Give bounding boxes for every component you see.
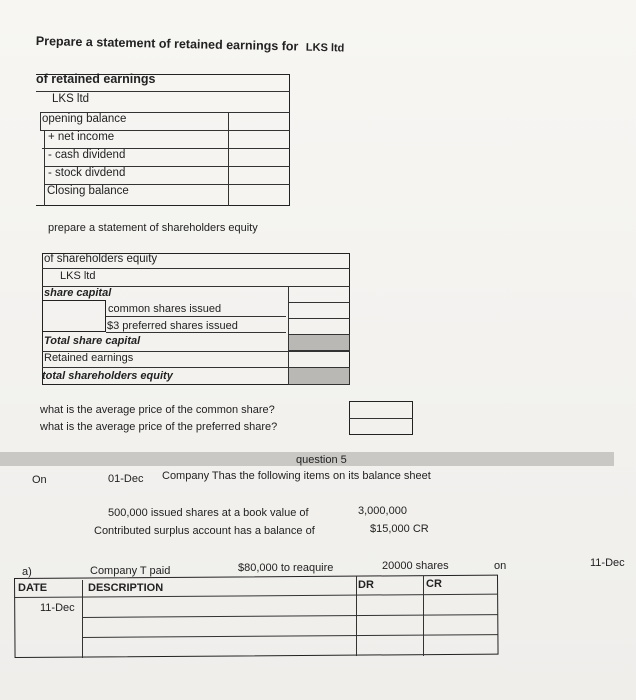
part-a-shares: 20000 shares — [382, 560, 449, 572]
total-shareholders-equity: total shareholders equity — [42, 370, 173, 382]
part-a-on: on — [494, 560, 507, 572]
row-closing-balance: Closing balance — [47, 185, 129, 197]
q5-statement: Company Thas the following items on its balance sheet — [162, 470, 431, 482]
row-opening-balance: opening balance — [42, 113, 127, 125]
share-capital-label: share capital — [44, 287, 112, 299]
total-share-capital: Total share capital — [44, 335, 141, 347]
equity-title: of shareholders equity — [44, 253, 158, 265]
part-a-date: 11-Dec — [590, 557, 625, 569]
heading-text: Prepare a statement of retained earnings for — [35, 34, 299, 54]
q5-line2-text: Contributed surplus account has a balance of — [94, 525, 315, 537]
journal-header-dr: DR — [358, 579, 374, 591]
journal-header-date: DATE — [18, 582, 48, 594]
retained-company: LKS ltd — [52, 93, 90, 105]
row-cash-dividend: - cash dividend — [48, 149, 126, 161]
part-a-amount: $80,000 to reaquire — [238, 562, 334, 574]
part-a-company-paid: Company T paid — [90, 565, 171, 577]
q5-line1-text: 500,000 issued shares at a book value of — [108, 507, 309, 519]
row-net-income: + net income — [48, 131, 115, 143]
question5-label: question 5 — [296, 454, 347, 466]
common-shares-issued: common shares issued — [108, 303, 222, 315]
retained-title: of retained earnings — [36, 72, 156, 86]
q5-on: On — [32, 474, 47, 486]
q5-line1-value: 3,000,000 — [358, 505, 407, 517]
page-heading — [36, 34, 345, 54]
question-preferred-price: what is the average price of the preferred share? — [40, 421, 278, 433]
q5-date: 01-Dec — [108, 473, 144, 485]
preferred-shares-issued: $3 preferred shares issued — [107, 320, 238, 332]
equity-company: LKS ltd — [60, 270, 96, 282]
part-a-label: a) — [22, 566, 32, 578]
retained-earnings-row: Retained earnings — [44, 352, 134, 364]
question-common-price: what is the average price of the common share? — [40, 404, 275, 416]
journal-row-date: 11-Dec — [40, 602, 75, 614]
heading-company: LKS ltd — [305, 41, 345, 55]
equity-prompt: prepare a statement of shareholders equity — [48, 222, 258, 234]
journal-header-cr: CR — [426, 578, 442, 590]
journal-header-description: DESCRIPTION — [88, 582, 164, 594]
q5-line2-value: $15,000 CR — [370, 523, 429, 535]
row-stock-dividend: - stock divdend — [48, 167, 126, 179]
